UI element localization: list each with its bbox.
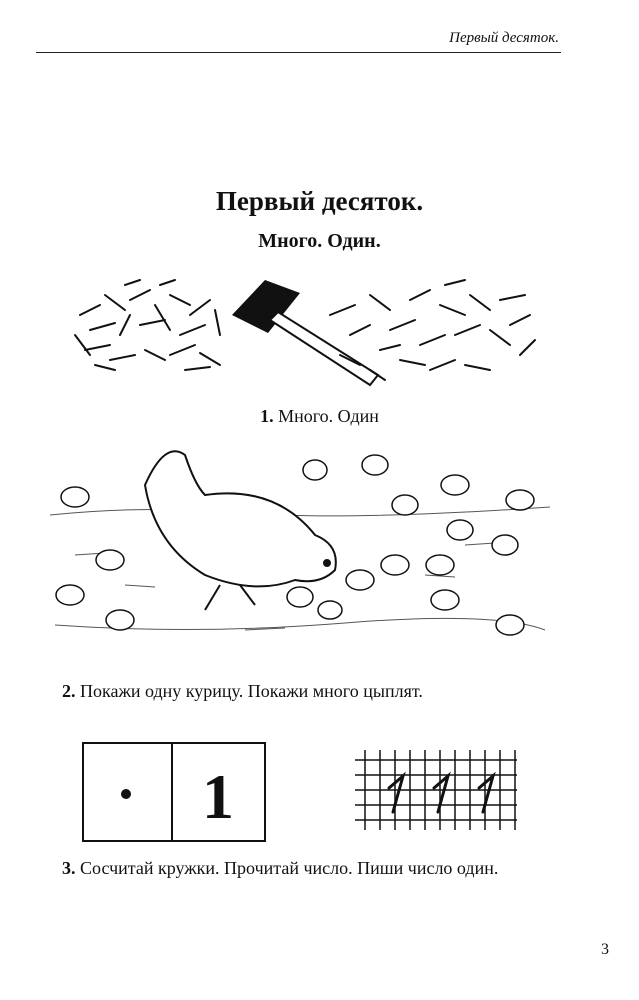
card-digit: 1: [202, 761, 234, 832]
task-2-caption: [62, 681, 423, 702]
task-3-number: 3.: [62, 858, 76, 878]
task-3-text: Сосчитай кружки. Прочитай число. Пиши число один.: [75, 858, 499, 878]
task-3-caption: [62, 855, 582, 881]
task-2-text: Покажи одну курицу. Покажи много цыплят.: [75, 681, 423, 701]
task-1-text: Много. Один: [273, 406, 379, 426]
running-header: Первый десяток.: [449, 30, 559, 46]
header-rule: [36, 52, 561, 53]
subtitle: Много. Один.: [258, 230, 381, 252]
handwritten-ones: [389, 776, 493, 812]
nails-left-pile: [75, 280, 220, 370]
task-1-number: 1.: [260, 406, 274, 426]
page-number: 3: [601, 941, 609, 958]
writing-grid: [355, 750, 517, 830]
hammer-nails-illustration: [70, 275, 540, 395]
task-1-caption: [0, 406, 639, 427]
hen-chicks-illustration: [45, 435, 555, 650]
counting-dot: [121, 789, 131, 799]
nails-right-pile: [330, 280, 535, 380]
task-2-number: 2.: [62, 681, 76, 701]
dot-digit-card: [82, 742, 266, 842]
page-title: Первый десяток.: [215, 186, 424, 216]
